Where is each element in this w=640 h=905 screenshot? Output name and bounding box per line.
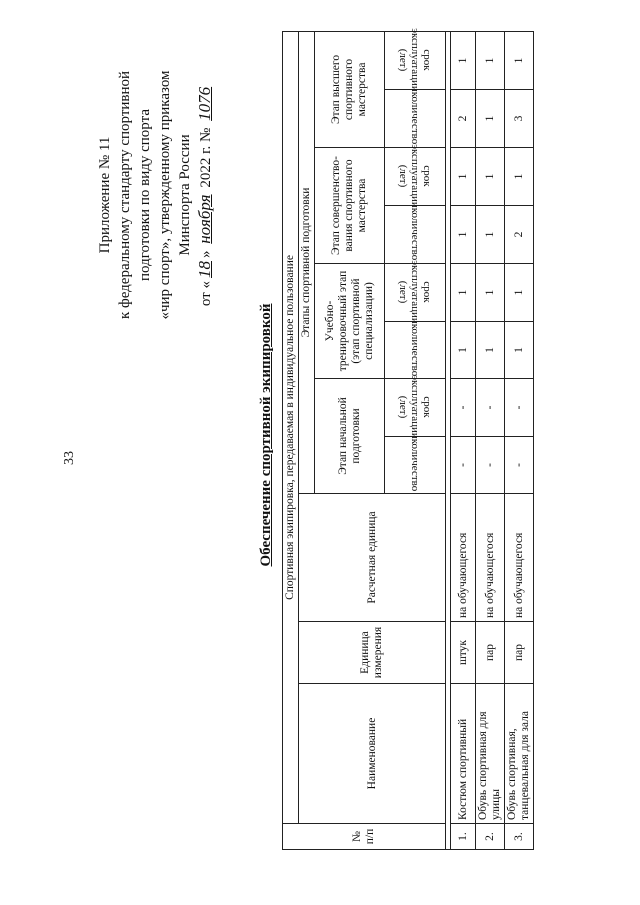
- qty-label: количество: [409, 438, 421, 492]
- table-row: [451, 31, 476, 849]
- header-stages: Этапы спортивной подготовки: [299, 31, 315, 493]
- term-header: срок эксплуатации (лет): [385, 31, 446, 89]
- row-name: Обувь спортивная для улицы: [476, 684, 505, 824]
- row-calc: на обучающегося: [451, 494, 476, 622]
- header-calc: Расчетная единица: [299, 494, 446, 622]
- cell: 2: [505, 206, 534, 264]
- cell: 1: [451, 31, 476, 89]
- header-num: № п/п: [283, 824, 446, 850]
- stage-training: Учебно-тренировочный этап (этап спортивной специализации): [315, 264, 385, 379]
- cell: 2: [451, 90, 476, 148]
- cell: 1: [476, 322, 505, 379]
- row-name: Обувь спортивная, танцевальная для зала: [505, 684, 534, 824]
- term-header: срок эксплуатации (лет): [385, 148, 446, 206]
- cell: 1: [476, 90, 505, 148]
- cell: 1: [505, 264, 534, 322]
- term-l3: (лет): [397, 396, 409, 419]
- cell: 1: [476, 31, 505, 89]
- document-title: Обеспечение спортивной экипировкой: [258, 303, 274, 567]
- header-unit: Единица измерения: [299, 622, 446, 684]
- appendix-date-line: [195, 45, 216, 345]
- row-unit: пар: [476, 622, 505, 684]
- row-num: 2.: [476, 824, 505, 850]
- cell: 1: [451, 322, 476, 379]
- term-header: [385, 375, 446, 440]
- cell: 1: [476, 206, 505, 264]
- cell: -: [476, 379, 505, 437]
- page-number: 33: [62, 451, 77, 465]
- stage-higher: Этап высшего спортивного мастерства: [315, 31, 385, 147]
- term-l2: эксплуатации: [409, 375, 421, 440]
- cell: 1: [476, 148, 505, 206]
- cell: 1: [451, 148, 476, 206]
- cell: -: [476, 437, 505, 494]
- appendix-line3: подготовки по виду спорта: [137, 109, 153, 281]
- cell: -: [505, 379, 534, 437]
- equipment-table: [282, 28, 534, 850]
- term-header: срок эксплуатации (лет): [385, 264, 446, 322]
- cell: 1: [451, 206, 476, 264]
- table-row: [476, 31, 505, 849]
- appendix-line5: Минспорта России: [177, 134, 193, 256]
- row-name: Костюм спортивный: [451, 684, 476, 824]
- row-num: 1.: [451, 824, 476, 850]
- row-calc: на обучающегося: [505, 494, 534, 622]
- appendix-line1: Приложение № 11: [97, 136, 113, 254]
- cell: 1: [505, 31, 534, 89]
- cell: 1: [505, 148, 534, 206]
- cell: 1: [476, 264, 505, 322]
- date-prefix: от «: [198, 281, 214, 307]
- date-year: 2022 г. №: [198, 127, 214, 188]
- appendix-line4: «чир спорт», утвержденному приказом: [157, 70, 173, 320]
- row-num: 3.: [505, 824, 534, 850]
- qty-header: количество: [385, 206, 446, 264]
- appendix-block: [95, 45, 216, 345]
- cell: -: [505, 437, 534, 494]
- cell: 1: [451, 264, 476, 322]
- qty-header: количество: [385, 322, 446, 379]
- cell: -: [451, 379, 476, 437]
- cell: 1: [505, 322, 534, 379]
- header-main: Спортивная экипировка, передаваемая в индивидуальное пользование: [283, 31, 299, 823]
- order-number: 1076: [195, 86, 214, 121]
- stage-improvement: Этап совершенство-вания спортивного мастерства: [315, 148, 385, 264]
- term-l1: срок: [421, 396, 433, 419]
- date-month: ноября: [195, 194, 214, 244]
- header-name: Наименование: [299, 684, 446, 824]
- cell: 3: [505, 90, 534, 148]
- row-unit: штук: [451, 622, 476, 684]
- table-row: [505, 31, 534, 849]
- cell: -: [451, 437, 476, 494]
- date-mid: »: [198, 250, 214, 259]
- appendix-line2: к федеральному стандарту спортивной: [117, 70, 133, 320]
- qty-header: [385, 437, 446, 494]
- row-unit: пар: [505, 622, 534, 684]
- row-calc: на обучающегося: [476, 494, 505, 622]
- stage-initial: Этап начальной подготовки: [315, 379, 385, 494]
- date-day: 18: [195, 261, 214, 279]
- qty-header: количество: [385, 90, 446, 148]
